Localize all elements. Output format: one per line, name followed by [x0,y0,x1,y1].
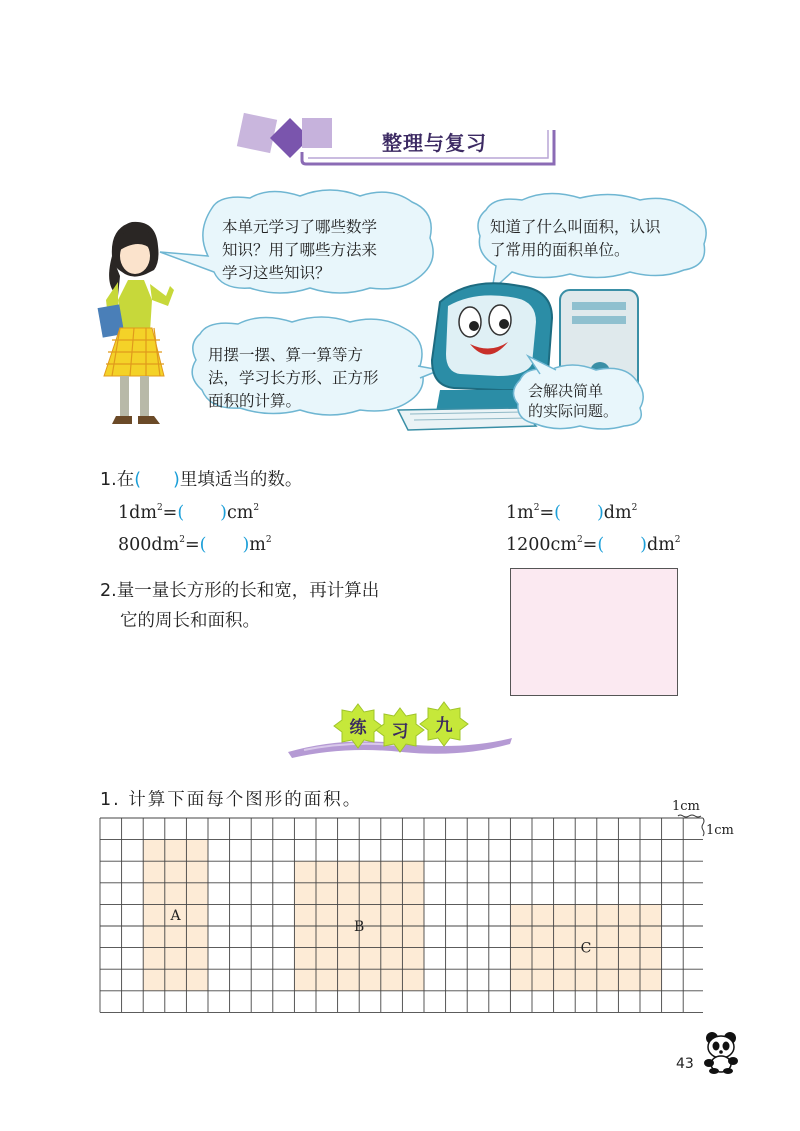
answer-blank-close[interactable]: ) [242,535,250,555]
equals-sign: = [184,535,200,555]
answer-blank-open[interactable]: ( [554,503,561,523]
exponent: 2 [179,535,185,545]
blank-paren-open: ( [134,470,142,490]
area-grid [98,816,703,1016]
eq-left: 1m [506,503,534,523]
answer-blank-close[interactable]: ) [596,503,604,523]
exponent: 2 [156,503,163,513]
exponent: 2 [265,535,272,545]
equals-sign: = [539,503,555,523]
bubble-computer-top-text [490,216,700,262]
section-title: 整理与复习 [382,131,487,155]
question-text: 1.在 [100,470,135,490]
bubble-line: 法，学习长方形、正方形 [208,369,379,387]
bubble-line: 知识？用了哪些方法来 [222,241,378,259]
question-2-line-2: 它的周长和面积。 [120,611,260,631]
shape-label-a: A [170,908,181,925]
answer-blank-open[interactable]: ( [177,503,185,523]
eq-left: 1dm [118,503,157,523]
unit-label-height: 1cm [706,823,734,838]
question-1-prompt [100,466,302,491]
unit-label-width: 1cm [672,799,700,814]
unit-brace-icon [676,812,706,842]
page-number: 43 [676,1056,694,1072]
eq-unit: cm [227,503,254,523]
bubble-computer-bottom-text [528,381,638,421]
answer-blank-open[interactable]: ( [597,535,605,555]
equation-3 [506,503,637,523]
shape-label-b: B [354,919,365,935]
equation-1 [118,503,259,523]
bubble-line: 学习这些知识？ [222,264,331,282]
exponent: 2 [533,503,540,513]
practice-question-1: 1. 计算下面每个图形的面积。 [100,790,363,810]
bubble-teacher-bottom-text [208,344,408,413]
exponent: 2 [576,535,583,545]
banner-char: 九 [435,716,453,736]
bubble-teacher-top-text [222,216,422,285]
bubble-line: 的实际问题。 [528,402,619,420]
shape-label-c: C [580,940,592,957]
banner-badge-1 [334,704,382,748]
blank-paren-close: ) [173,470,180,490]
equals-sign: = [582,535,598,555]
eq-unit: dm [603,503,632,523]
panda-icon [700,1030,742,1074]
banner-char: 练 [349,718,367,738]
answer-blank-close[interactable]: ) [640,535,647,555]
measure-rectangle [510,568,678,696]
question-text: 里填适当的数。 [179,470,303,490]
equals-sign: = [162,503,178,523]
question-2-line-1: 2.量一量长方形的长和宽，再计算出 [100,581,380,601]
exponent: 2 [253,503,260,513]
exponent: 2 [674,535,681,545]
bubble-line: 本单元学习了哪些数学 [222,218,378,236]
equation-2 [118,535,272,555]
exponent: 2 [631,503,638,513]
bubble-line: 面积的计算。 [208,392,302,410]
equation-4 [506,535,681,555]
bubble-line: 知道了什么叫面积，认识 [490,218,661,236]
eq-unit: dm [647,535,675,555]
eq-left: 800dm [118,535,180,555]
bubble-line: 会解决简单 [528,382,604,400]
practice-banner [284,700,516,762]
eq-unit: m [249,535,266,555]
answer-blank-open[interactable]: ( [199,535,207,555]
banner-char: 习 [391,722,409,742]
eq-left: 1200cm [506,535,577,555]
answer-blank-close[interactable]: ) [220,503,227,523]
banner-badge-3 [420,702,468,746]
bubble-line: 用摆一摆、算一算等方 [208,346,364,364]
bubble-line: 了常用的面积单位。 [490,241,630,259]
